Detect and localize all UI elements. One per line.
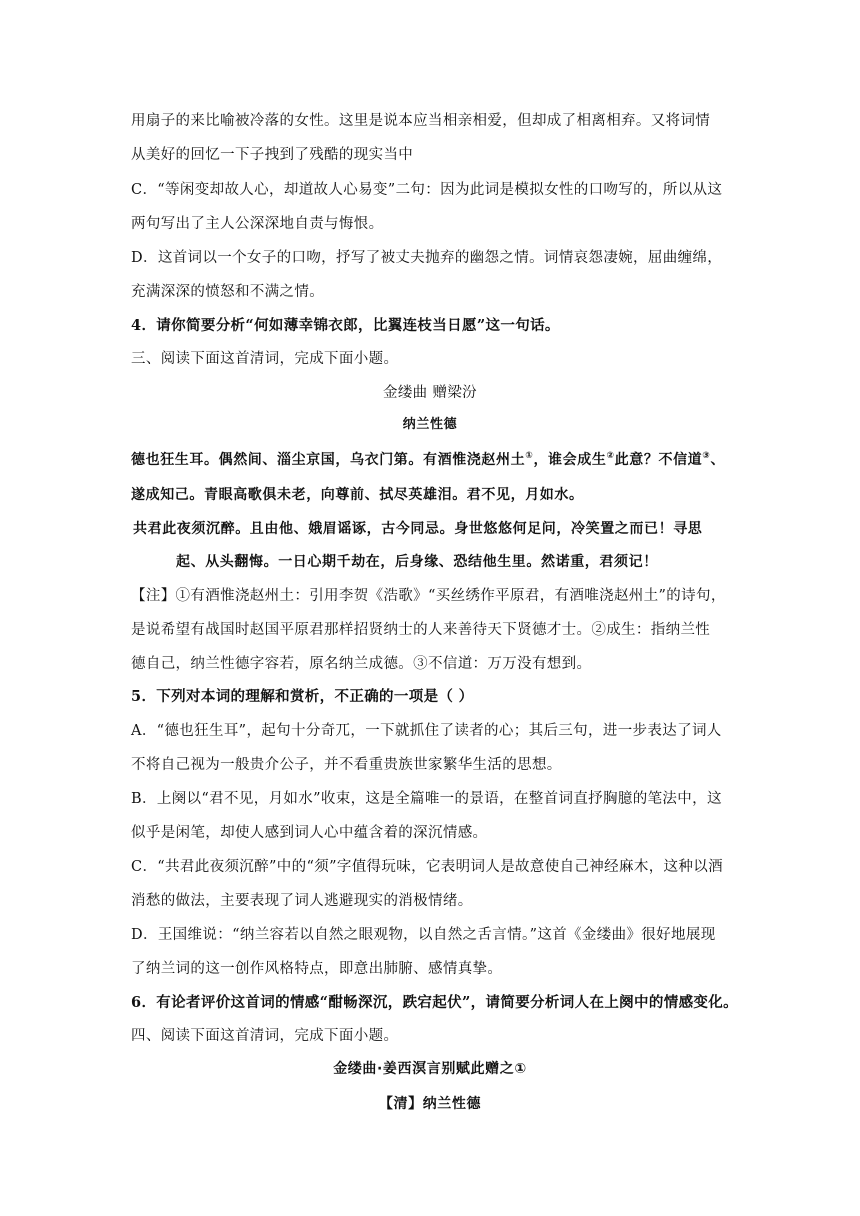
- question-6: 6．有论者评价这首词的情感“酣畅深沉，跌宕起伏”，请简要分析词人在上阕中的情感变化。: [131, 994, 738, 1011]
- question-5: 5．下列对本词的理解和赏析，不正确的一项是（ ）: [131, 688, 474, 705]
- text-line: 似乎是闲笔，却使人感到词人心中蕴含着的深沉情感。: [131, 825, 488, 841]
- text-line: 了纳兰词的这一创作风格特点，即意出肺腑、感情真挚。: [131, 961, 503, 977]
- question-4: 4．请你简要分析“何如薄幸锦衣郎，比翼连枝当日愿”这一句话。: [131, 317, 560, 334]
- poem-line-1: [131, 450, 731, 470]
- note-line: 【注】①有酒惟浇赵州土：引用李贺《浩歌》“买丝绣作平原君，有酒唯浇赵州土”的诗句，: [131, 588, 726, 604]
- poem-title: 金缕曲 赠梁汾: [382, 385, 478, 401]
- section-4-heading: 四、阅读下面这首清词，完成下面小题。: [131, 1028, 399, 1044]
- section-3-heading: 三、阅读下面这首清词，完成下面小题。: [131, 351, 399, 367]
- note-line: 是说希望有战国时赵国平原君那样招贤纳士的人来善待天下贤德才士。②成生：指纳兰性: [131, 622, 711, 638]
- option-c-line: C．“共君此夜须沉醉”中的“须”字值得玩味，它表明词人是故意使自己神经麻木，这种以酒: [131, 859, 723, 875]
- poem-author-2: 【清】纳兰性德: [378, 1096, 482, 1112]
- option-b-line: B．上阕以“君不见，月如水”收束，这是全篇唯一的景语，在整首词直抒胸臆的笔法中，这: [131, 791, 722, 807]
- poem-text: 、: [710, 452, 726, 468]
- option-c-line: [131, 180, 731, 200]
- poem-title-2: 金缕曲·姜西溟言别赋此赠之①: [333, 1061, 527, 1077]
- poem-line-4: 起、从头翻悔。一日心期千劫在，后身缘、恐结他生里。然诺重，君须记！: [176, 554, 658, 570]
- text-line: 从美好的回忆一下子拽到了残酷的现实当中: [131, 147, 414, 163]
- option-d-line: D．王国维说：“纳兰容若以自然之眼观物，以自然之舌言情。”这首《金缕曲》很好地展现: [131, 927, 716, 943]
- text-line: 充满深深的愤怒和不满之情。: [131, 284, 325, 300]
- footnote-marker: ③: [702, 451, 711, 461]
- option-d-line: D．这首词以一个女子的口吻，抒写了被丈夫抛弃的幽怨之情。词情哀怨凄婉，屈曲缠绵，: [131, 250, 723, 266]
- poem-line-3: 共君此夜须沉醉。且由他、娥眉谣诼，古今同忌。身世悠悠何足问，冷笑置之而已！寻思: [133, 521, 703, 537]
- footnote-marker: ①: [525, 451, 534, 461]
- text-line: 不将自己视为一般贵介公子，并不看重贵族世家繁华生活的思想。: [131, 757, 562, 773]
- poem-text: ，谁会成生: [533, 452, 607, 468]
- poem-text: 此意？不信道: [614, 452, 703, 468]
- option-a-line: A．“德也狂生耳”，起句十分奇兀，一下就抓住了读者的心；其后三句，进一步表达了词人: [131, 723, 722, 739]
- text-line: 两句写出了主人公深深地自责与悔恨。: [131, 216, 384, 232]
- poem-line-2: 遂成知己。青眼高歌俱未老，向尊前、拭尽英雄泪。君不见，月如水。: [131, 487, 584, 503]
- text-line: 用扇子的来比喻被冷落的女性。这里是说本应当相亲相爱，但却成了相离相弃。又将词情: [131, 113, 711, 129]
- text-line: C．“等闲变却故人心，却道故人心易变”二句：因为此词是模拟女性的口吻写的，所以从这: [131, 182, 723, 198]
- text-line: 消愁的做法，主要表现了词人逃避现实的消极情绪。: [131, 893, 473, 909]
- footnote-marker: ②: [606, 451, 615, 461]
- note-line: 德自己，纳兰性德字容若，原名纳兰成德。③不信道：万万没有想到。: [131, 656, 592, 672]
- poem-author: 纳兰性德: [402, 417, 458, 432]
- poem-text: 德也狂生耳。偶然间、淄尘京国，乌衣门第。有酒惟浇赵州土: [131, 452, 526, 468]
